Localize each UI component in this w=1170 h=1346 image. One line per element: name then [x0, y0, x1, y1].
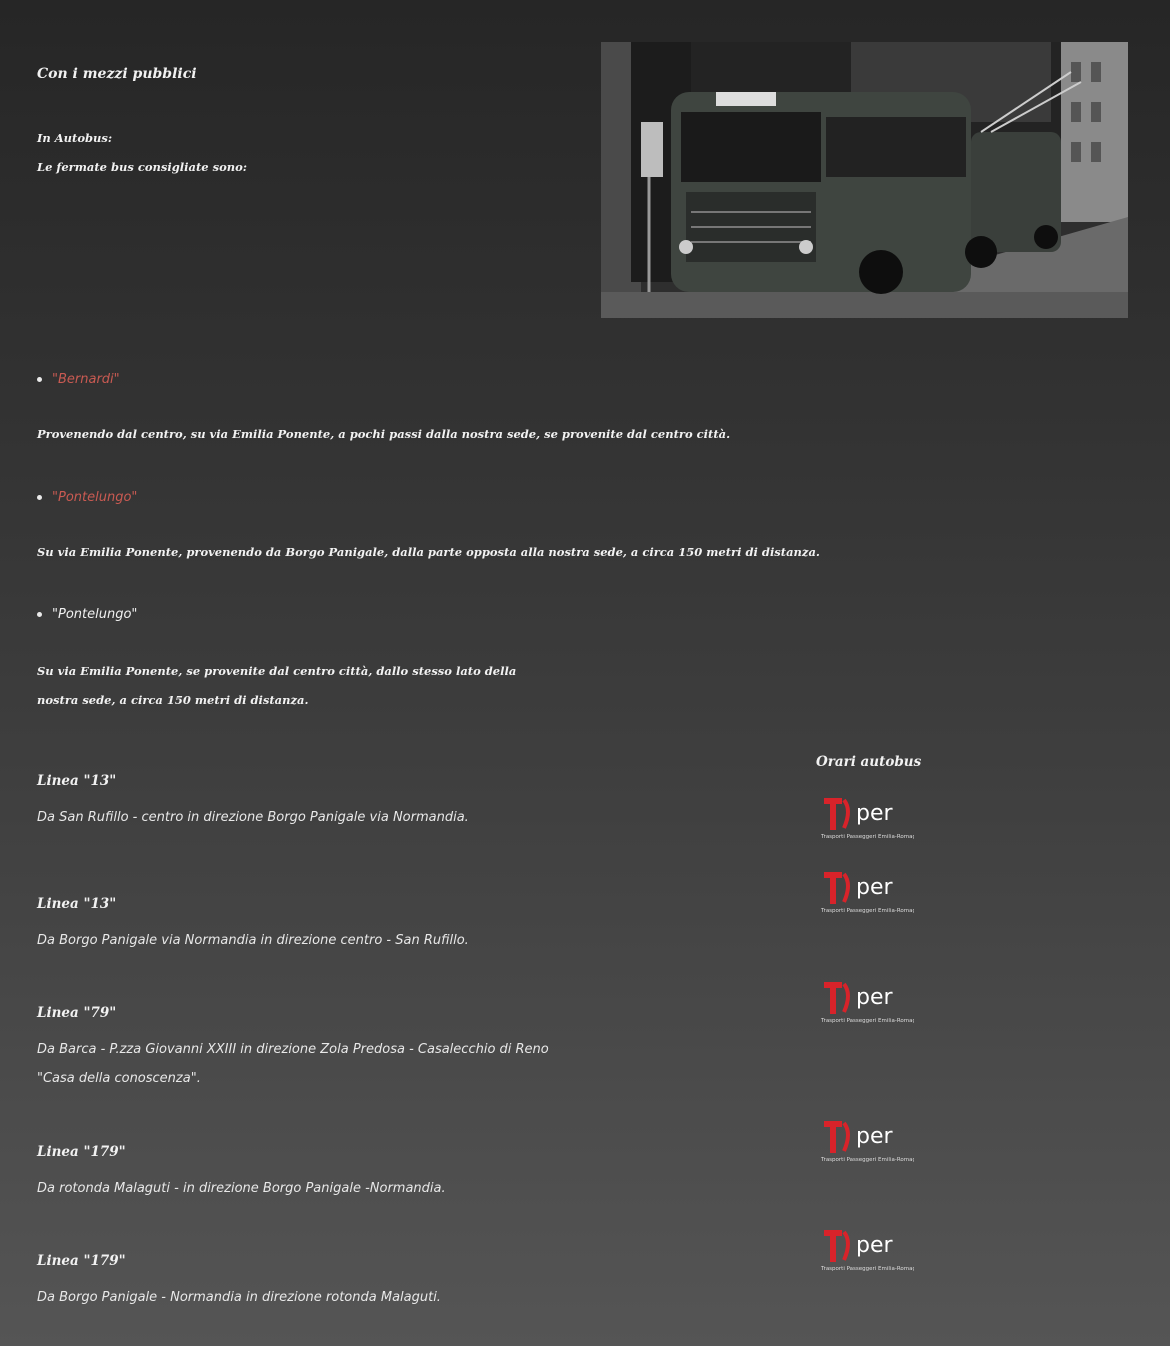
tper-logo-tagline: Trasporti Passeggeri Emilia-Romagna — [821, 1157, 914, 1163]
line-description-text: Da Borgo Panigale via Normandia in direzione centro - San Rufillo. — [37, 933, 469, 948]
trolleybus-illustration — [601, 42, 1128, 318]
tper-logo-tagline: Trasporti Passeggeri Emilia-Romagna — [821, 1018, 914, 1024]
line-description — [37, 1035, 549, 1093]
tper-logo-link[interactable] — [820, 978, 914, 1026]
orari-autobus-label: Orari autobus — [816, 754, 922, 770]
tper-logo-text: per — [856, 875, 893, 900]
tper-logo-tagline: Trasporti Passeggeri Emilia-Romagna — [821, 908, 914, 914]
line-description-text: Da Borgo Panigale - Normandia in direzione rotonda Malaguti. — [37, 1290, 441, 1305]
tper-logo-text: per — [856, 1124, 893, 1149]
stop-description — [37, 657, 516, 715]
line-title: Linea "13" — [37, 896, 117, 912]
tper-logo-icon — [820, 1117, 914, 1165]
tper-logo-tagline: Trasporti Passeggeri Emilia-Romagna — [821, 1266, 914, 1272]
tper-logo-link[interactable] — [820, 1117, 914, 1165]
tper-logo-icon — [820, 868, 914, 916]
section-intro: Le fermate bus consigliate sono: — [37, 160, 248, 174]
stop-description-line: nostra sede, a circa 150 metri di distanza. — [37, 693, 309, 707]
tper-logo-icon — [820, 978, 914, 1026]
trolleybus-photo — [601, 42, 1128, 318]
stop-name-link[interactable]: "Bernardi" — [52, 372, 120, 387]
page-title: Con i mezzi pubblici — [37, 66, 197, 82]
line-title: Linea "179" — [37, 1144, 126, 1160]
line-description-text: Da rotonda Malaguti - in direzione Borgo Panigale -Normandia. — [37, 1181, 446, 1196]
tper-logo-text: per — [856, 1233, 893, 1258]
line-description — [37, 1283, 441, 1312]
line-title: Linea "79" — [37, 1005, 117, 1021]
line-title: Linea "13" — [37, 773, 117, 789]
stop-description: Su via Emilia Ponente, provenendo da Borgo Panigale, dalla parte opposta alla nostra sede, a circa 150 metri di distanza. — [37, 545, 820, 559]
tper-logo-text: per — [856, 985, 893, 1010]
line-title: Linea "179" — [37, 1253, 126, 1269]
line-description-text: "Casa della conoscenza". — [37, 1071, 201, 1086]
bullet-icon — [37, 377, 42, 382]
line-description — [37, 926, 469, 955]
line-description — [37, 1174, 446, 1203]
stop-name: "Pontelungo" — [52, 607, 138, 622]
tper-logo-text: per — [856, 801, 893, 826]
tper-logo-icon — [820, 794, 914, 842]
list-item-stop-pontelungo-2 — [37, 607, 137, 622]
bullet-icon — [37, 612, 42, 617]
tper-logo-tagline: Trasporti Passeggeri Emilia-Romagna — [821, 834, 914, 840]
line-description-text: Da Barca - P.zza Giovanni XXIII in direzione Zola Predosa - Casalecchio di Reno — [37, 1042, 549, 1057]
tper-logo-link[interactable] — [820, 794, 914, 842]
section-subtitle: In Autobus: — [37, 131, 113, 145]
stop-description-line: Su via Emilia Ponente, se provenite dal centro città, dallo stesso lato della — [37, 664, 517, 678]
line-description — [37, 803, 469, 832]
tper-logo-link[interactable] — [820, 1226, 914, 1274]
stop-name-link[interactable]: "Pontelungo" — [52, 490, 138, 505]
stop-description: Provenendo dal centro, su via Emilia Ponente, a pochi passi dalla nostra sede, se provenite dal centro città. — [37, 427, 731, 441]
tper-logo-link[interactable] — [820, 868, 914, 916]
list-item-stop-pontelungo — [37, 490, 137, 505]
bullet-icon — [37, 495, 42, 500]
tper-logo-icon — [820, 1226, 914, 1274]
list-item-stop-bernardi — [37, 372, 120, 387]
line-description-text: Da San Rufillo - centro in direzione Borgo Panigale via Normandia. — [37, 810, 469, 825]
